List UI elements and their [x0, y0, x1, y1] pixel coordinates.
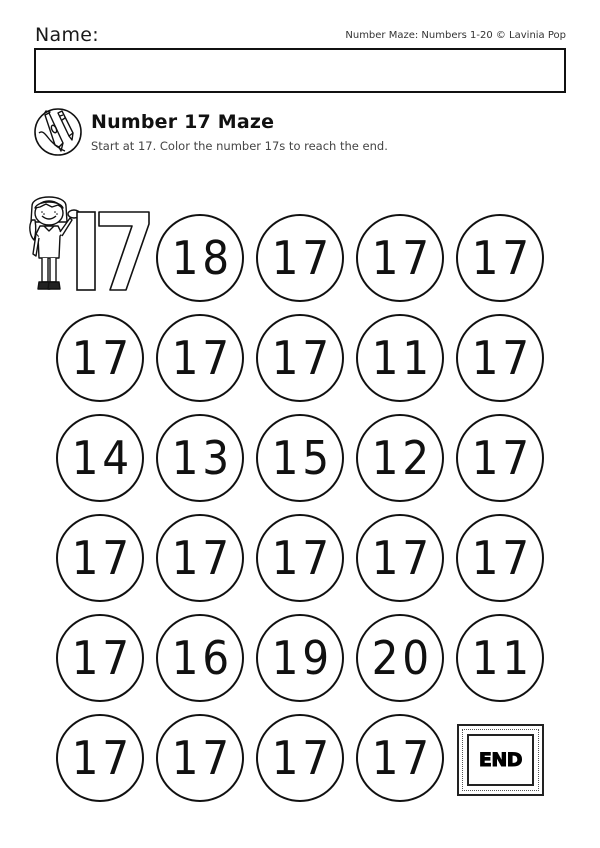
cell-number: 19: [271, 631, 333, 685]
maze-cell[interactable]: [356, 414, 444, 502]
cell-number: 17: [371, 731, 433, 785]
cell-number: 17: [271, 731, 333, 785]
maze-cell[interactable]: [356, 514, 444, 602]
maze-cell[interactable]: [356, 214, 444, 302]
maze-cell[interactable]: [256, 614, 344, 702]
maze-cell[interactable]: [156, 214, 244, 302]
maze-cell[interactable]: [156, 714, 244, 802]
end-label: END: [478, 749, 523, 771]
crayon-icon: [33, 107, 83, 157]
maze-cell[interactable]: [156, 414, 244, 502]
girl-holding-number-icon: [22, 196, 152, 296]
maze-cell[interactable]: [456, 614, 544, 702]
cell-number: 20: [371, 631, 433, 685]
maze-cell[interactable]: [156, 314, 244, 402]
maze-cell[interactable]: [456, 414, 544, 502]
name-input-box[interactable]: [34, 48, 566, 93]
maze-cell[interactable]: [256, 714, 344, 802]
maze-cell[interactable]: [256, 214, 344, 302]
cell-number: 15: [271, 431, 333, 485]
cell-number: 16: [171, 631, 233, 685]
cell-number: 17: [171, 731, 233, 785]
maze-cell[interactable]: [56, 414, 144, 502]
maze-cell[interactable]: [356, 714, 444, 802]
credit-text: Number Maze: Numbers 1-20 © Lavinia Pop: [345, 30, 566, 41]
start-graphic: [22, 196, 152, 296]
maze-cell[interactable]: [456, 514, 544, 602]
cell-number: 14: [71, 431, 133, 485]
cell-number: 17: [171, 531, 233, 585]
cell-number: 17: [471, 231, 533, 285]
cell-number: 11: [471, 631, 533, 685]
cell-number: 17: [371, 531, 433, 585]
cell-number: 13: [171, 431, 233, 485]
cell-number: 11: [371, 331, 433, 385]
cell-number: 17: [271, 531, 333, 585]
cell-number: 18: [171, 231, 233, 285]
cell-number: 17: [71, 331, 133, 385]
maze-cell[interactable]: [56, 714, 144, 802]
cell-number: 12: [371, 431, 433, 485]
cell-number: 17: [471, 331, 533, 385]
end-box[interactable]: [457, 724, 544, 796]
maze-cell[interactable]: [56, 614, 144, 702]
cell-number: 17: [371, 231, 433, 285]
maze-cell[interactable]: [256, 414, 344, 502]
end-box-inner-frame: [467, 734, 534, 786]
cell-number: 17: [71, 531, 133, 585]
cell-number: 17: [271, 331, 333, 385]
maze-cell[interactable]: [456, 314, 544, 402]
maze-cell[interactable]: [256, 314, 344, 402]
cell-number: 17: [71, 731, 133, 785]
maze-cell[interactable]: [156, 514, 244, 602]
cell-number: 17: [471, 531, 533, 585]
maze-cell[interactable]: [356, 614, 444, 702]
cell-number: 17: [71, 631, 133, 685]
maze-cell[interactable]: [356, 314, 444, 402]
maze-cell[interactable]: [56, 314, 144, 402]
maze-cell[interactable]: [256, 514, 344, 602]
activity-instructions: Start at 17. Color the number 17s to reach the end.: [91, 139, 388, 153]
maze-cell[interactable]: [156, 614, 244, 702]
cell-number: 17: [171, 331, 233, 385]
activity-title: Number 17 Maze: [91, 111, 275, 133]
name-label: Name:: [35, 24, 99, 46]
maze-cell[interactable]: [56, 514, 144, 602]
maze-cell[interactable]: [456, 214, 544, 302]
cell-number: 17: [471, 431, 533, 485]
cell-number: 17: [271, 231, 333, 285]
